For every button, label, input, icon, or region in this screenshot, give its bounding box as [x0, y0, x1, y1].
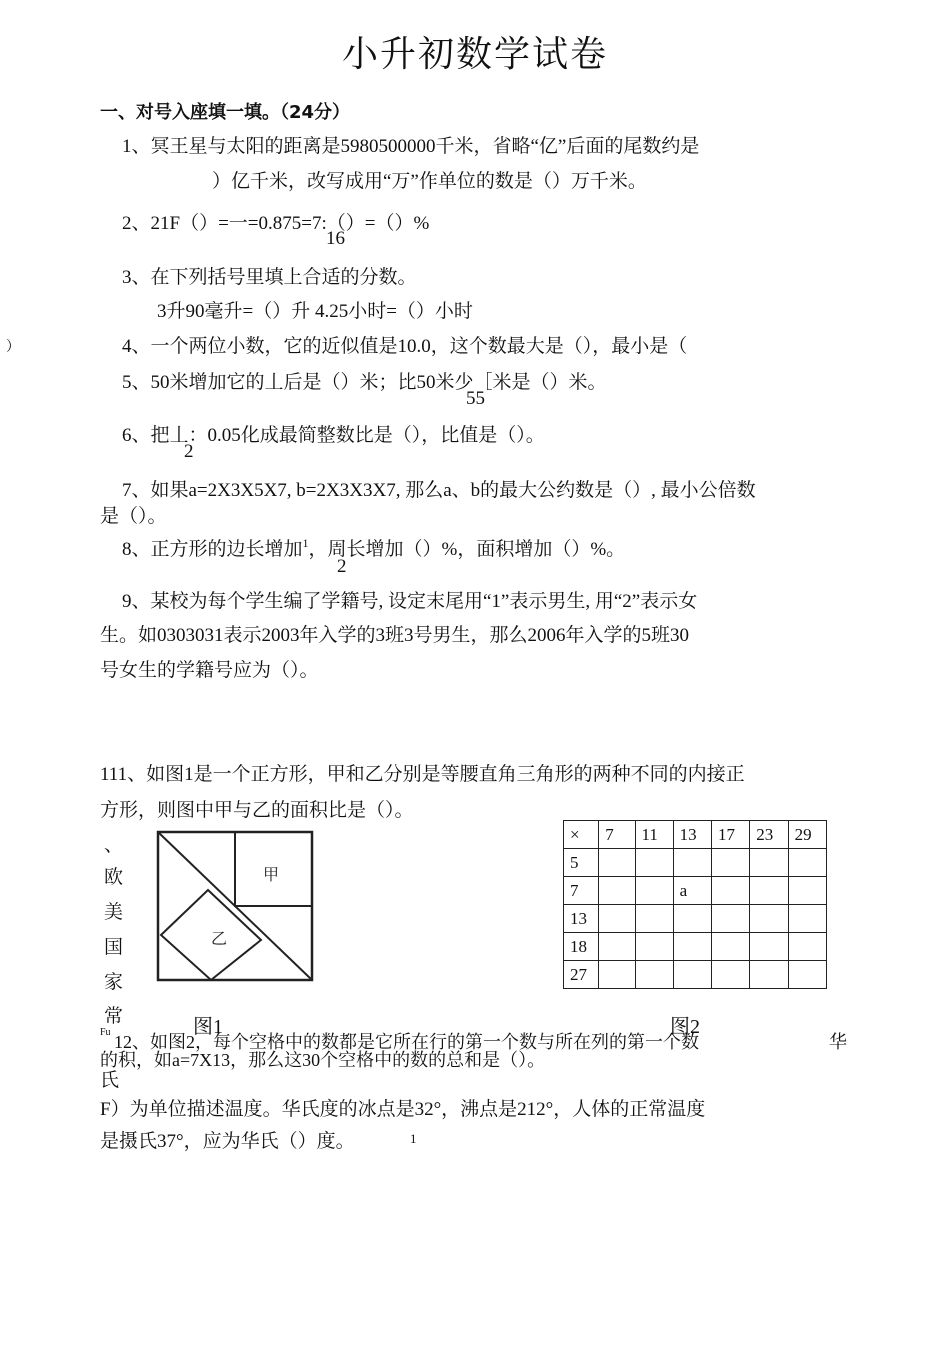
table-cell: [599, 933, 635, 961]
table-cell: [673, 849, 711, 877]
side-char-shi: 氏: [100, 1070, 120, 1091]
question-2-line: 2、21F（）=一=0.875=7:（）=（）%: [122, 213, 430, 234]
question-3-line-1: 3、在下列括号里填上合适的分数。: [122, 267, 417, 288]
table-cell: [673, 905, 711, 933]
question-9-line-1: 9、某校为每个学生编了学籍号, 设定末尾用“1”表示男生, 用“2”表示女: [122, 591, 698, 612]
table-cell: [750, 961, 788, 989]
table-cell: [788, 933, 826, 961]
table-row: [564, 961, 827, 989]
question-8-denominator: 2: [337, 556, 347, 577]
table-cell: [788, 905, 826, 933]
table-header-row: [564, 821, 827, 849]
question-6-line: 6、把丄：0.05化成最简整数比是（），比值是（）。: [122, 425, 545, 446]
small-mark: Fu: [100, 1027, 111, 1038]
table-cell: [599, 877, 635, 905]
question-7-line-2: 是（）。: [100, 506, 167, 527]
table-cell: [599, 849, 635, 877]
table-cell: [750, 933, 788, 961]
table-cell: [711, 961, 749, 989]
table-cell: [673, 933, 711, 961]
question-12-line-1-tail: 华: [829, 1032, 847, 1052]
question-13-tail-mark: 1: [410, 1131, 417, 1146]
table-row: [564, 877, 827, 905]
question-5-denominator: 55: [466, 388, 485, 409]
question-9-line-3: 号女生的学籍号应为（）。: [100, 660, 319, 681]
table-cell: [788, 849, 826, 877]
table-cell: [635, 849, 673, 877]
table-cell: 7: [564, 877, 599, 905]
question-6-denominator: 2: [184, 441, 194, 462]
table-cell: [635, 933, 673, 961]
table-row: [564, 905, 827, 933]
vertical-char-1: 、: [104, 835, 124, 856]
question-11-line-1: 111、如图1是一个正方形，甲和乙分别是等腰直角三角形的两种不同的内接正: [100, 764, 745, 785]
figure-2-table-wrapper: [563, 820, 827, 992]
question-12-line-2: 的积，如a=7X13，那么这30个空格中的数的总和是（）。: [100, 1050, 546, 1070]
table-row: [564, 849, 827, 877]
table-cell: [788, 877, 826, 905]
table-cell: [711, 933, 749, 961]
table-cell: 27: [564, 961, 599, 989]
vertical-char-4: 国: [104, 937, 124, 958]
table-cell: [599, 905, 635, 933]
table-cell: [635, 905, 673, 933]
table-row: [564, 933, 827, 961]
table-cell: [711, 877, 749, 905]
table-cell: [750, 905, 788, 933]
table-header-cell: 7: [599, 821, 635, 849]
table-cell: [635, 877, 673, 905]
table-cell: [599, 961, 635, 989]
table-cell: [673, 961, 711, 989]
question-9-line-2: 生。如0303031表示2003年入学的3班3号男生，那么2006年入学的5班30: [100, 625, 690, 646]
table-header-cell: ×: [564, 821, 599, 849]
table-cell: [635, 961, 673, 989]
label-jia: 甲: [263, 865, 280, 884]
vertical-char-2: 欧: [104, 867, 124, 888]
figure-1-diagram: [156, 830, 316, 984]
figure-2-table: [563, 820, 827, 989]
table-cell: [750, 877, 788, 905]
vertical-char-3: 美: [104, 902, 124, 923]
table-cell: [788, 961, 826, 989]
question-8-line: [122, 534, 625, 561]
question-5-line: 5、50米增加它的丄后是（）米；比50米少［米是（）米。: [122, 372, 607, 393]
question-13-line-2: 是摄氏37°，应为华氏（）度。: [100, 1131, 355, 1152]
vertical-char-5: 家: [104, 972, 124, 993]
question-7-line-1: 7、如果a=2X3X5X7, b=2X3X3X7, 那么a、b的最大公约数是（）, 最小公倍数: [122, 480, 756, 501]
question-2-denominator: 16: [326, 228, 345, 249]
table-header-cell: 29: [788, 821, 826, 849]
table-cell: [711, 905, 749, 933]
section-heading: 一、对号入座填一填。（24分）: [100, 102, 351, 123]
question-4-line: 4、一个两位小数，它的近似值是10.0，这个数最大是（），最小是（: [122, 336, 688, 357]
table-cell: 5: [564, 849, 599, 877]
question-1-line-2: ）亿千米，改写成用“万”作单位的数是（）万千米。: [212, 171, 647, 192]
table-header-cell: 11: [635, 821, 673, 849]
table-header-cell: 17: [711, 821, 749, 849]
vertical-char-6: 常: [104, 1006, 124, 1027]
question-1-line-1: 1、冥王星与太阳的距离是5980500000千米，省略“亿”后面的尾数约是: [122, 136, 700, 157]
table-header-cell: 23: [750, 821, 788, 849]
question-12-line-1: 12、如图2，每个空格中的数都是它所在行的第一个数与所在列的第一个数: [114, 1032, 699, 1052]
figure-2-caption: 图2: [670, 1016, 700, 1038]
figure-1-caption: 图1: [193, 1016, 223, 1038]
table-cell: 13: [564, 905, 599, 933]
question-3-line-2: 3升90毫升=（）升 4.25小时=（）小时: [157, 301, 473, 322]
table-cell: a: [673, 877, 711, 905]
question-8-superscript: 1: [302, 536, 309, 550]
table-cell: 18: [564, 933, 599, 961]
question-13-line-1: F）为单位描述温度。华氏度的冰点是32°，沸点是212°，人体的正常温度: [100, 1099, 706, 1120]
table-cell: [711, 849, 749, 877]
table-header-cell: 13: [673, 821, 711, 849]
question-8-text-b: ，周长增加（）%，面积增加（）%。: [308, 539, 626, 560]
page-title: 小升初数学试卷: [341, 34, 608, 75]
question-11-line-2: 方形，则图中甲与乙的面积比是（）。: [100, 800, 414, 821]
question-8-text-a: 8、正方形的边长增加: [122, 539, 303, 560]
margin-mark: ）: [6, 340, 20, 355]
table-cell: [750, 849, 788, 877]
label-yi: 乙: [211, 929, 228, 948]
